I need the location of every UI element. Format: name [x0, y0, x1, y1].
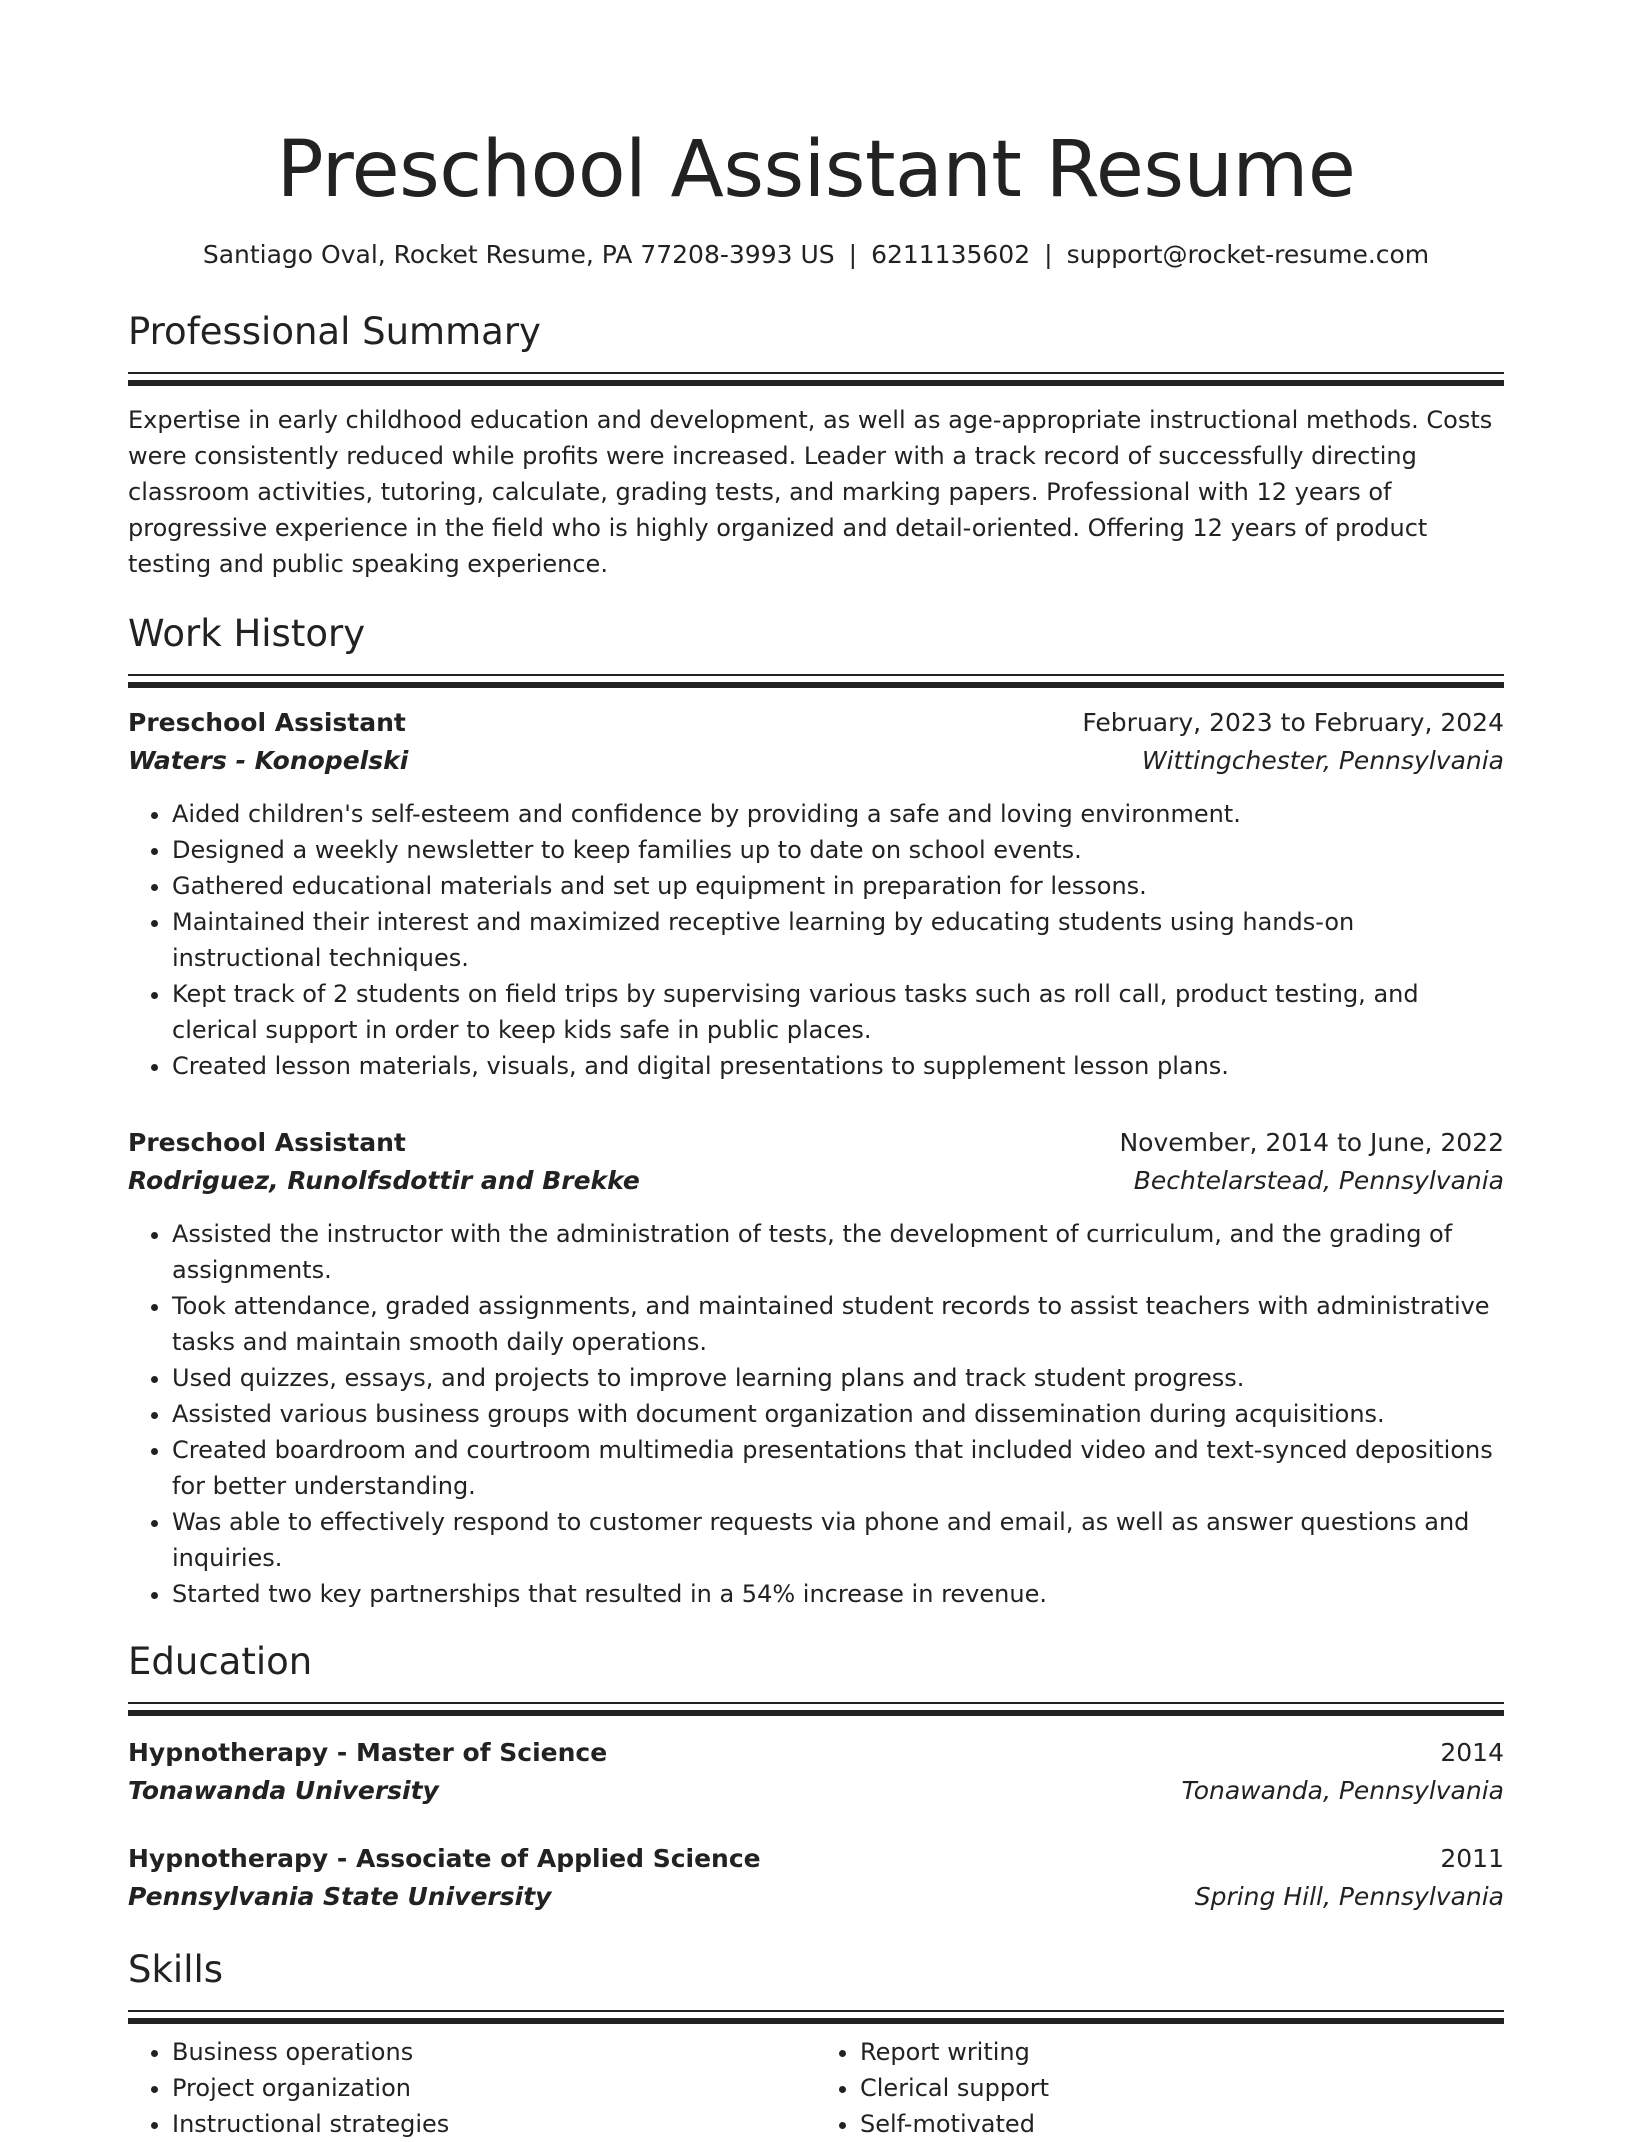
summary-section — [128, 308, 1504, 582]
list-item: • Aided children's self-esteem and confidence by providing a safe and loving environment. — [172, 796, 1504, 832]
list-item: • Created lesson materials, visuals, and digital presentations to supplement lesson plans. — [172, 1048, 1504, 1084]
skill-item: • Project organization — [172, 2070, 816, 2106]
section-title-work: Work History — [128, 612, 366, 655]
job-bullets — [128, 1216, 1504, 1612]
job-company: Waters - Konopelski — [128, 746, 409, 775]
section-title-education: Education — [128, 1640, 313, 1683]
education-subheader — [128, 1878, 1504, 1916]
section-divider — [128, 674, 1504, 688]
job-role: Preschool Assistant — [128, 1128, 406, 1157]
skill-item: • Clerical support — [860, 2070, 1504, 2106]
skill-item: • Self-motivated — [860, 2106, 1504, 2142]
job-location: Wittingchester, Pennsylvania — [1141, 746, 1504, 775]
resume-page — [128, 0, 1504, 2142]
contact-phone: 6211135602 — [871, 240, 1031, 269]
contact-address: Santiago Oval, Rocket Resume, PA 77208-3993 US — [202, 240, 835, 269]
education-degree: Hypnotherapy - Master of Science — [128, 1738, 608, 1767]
education-school: Pennsylvania State University — [128, 1882, 552, 1911]
list-item: • Designed a weekly newsletter to keep families up to date on school events. — [172, 832, 1504, 868]
contact-separator: | — [848, 240, 858, 269]
job-role: Preschool Assistant — [128, 708, 406, 737]
job-company: Rodriguez, Runolfsdottir and Brekke — [128, 1166, 640, 1195]
education-school: Tonawanda University — [128, 1776, 439, 1805]
job-subheader — [128, 742, 1504, 780]
summary-text: Expertise in early childhood education and development, as well as age-appropriate instructional methods. Costs were consistently reduced while profits were increased. Leader with a track record of successfully directing classroom activities, tutoring, calculate, grading tests, and marking papers. Professional with 12 years of progressive experience in the field who is highly organized and detail-oriented. Offering 12 years of product testing and public speaking experience. — [128, 406, 1493, 578]
resume-title: Preschool Assistant Resume — [276, 125, 1356, 215]
job-subheader — [128, 1162, 1504, 1200]
job-dates: November, 2014 to June, 2022 — [1119, 1128, 1504, 1157]
list-item: • Used quizzes, essays, and projects to improve learning plans and track student progress. — [172, 1360, 1504, 1396]
list-item: • Assisted various business groups with document organization and dissemination during acquisitions. — [172, 1396, 1504, 1432]
section-divider — [128, 1702, 1504, 1716]
list-item: • Took attendance, graded assignments, and maintained student records to assist teachers with administrative tasks and maintain smooth daily operations. — [172, 1288, 1504, 1360]
list-item: • Assisted the instructor with the administration of tests, the development of curriculum, and the grading of assignments. — [172, 1216, 1504, 1288]
education-entry — [128, 1840, 1504, 1916]
work-history-section — [128, 610, 1504, 1612]
list-item: • Created boardroom and courtroom multimedia presentations that included video and text-synced depositions for better understanding. — [172, 1432, 1504, 1504]
skills-column-right — [816, 2034, 1504, 2142]
education-degree: Hypnotherapy - Associate of Applied Science — [128, 1844, 761, 1873]
job-entry — [128, 1124, 1504, 1612]
contact-line — [128, 238, 1504, 272]
section-divider — [128, 2010, 1504, 2024]
list-item: • Gathered educational materials and set up equipment in preparation for lessons. — [172, 868, 1504, 904]
job-entry — [128, 704, 1504, 1084]
skills-grid — [128, 2034, 1504, 2142]
education-entry — [128, 1734, 1504, 1810]
skill-item: • Business operations — [172, 2034, 816, 2070]
list-item: • Was able to effectively respond to customer requests via phone and email, as well as answer questions and inquiries. — [172, 1504, 1504, 1576]
list-item: • Started two key partnerships that resulted in a 54% increase in revenue. — [172, 1576, 1504, 1612]
education-header — [128, 1734, 1504, 1772]
education-year: 2011 — [1440, 1844, 1504, 1873]
education-year: 2014 — [1440, 1738, 1504, 1767]
education-location: Tonawanda, Pennsylvania — [1181, 1776, 1504, 1805]
job-header — [128, 704, 1504, 742]
list-item: • Kept track of 2 students on field trips by supervising various tasks such as roll call, product testing, and clerical support in order to keep kids safe in public places. — [172, 976, 1504, 1048]
skills-column-left — [128, 2034, 816, 2142]
job-dates: February, 2023 to February, 2024 — [1082, 708, 1504, 737]
skills-section — [128, 1946, 1504, 2142]
list-item: • Maintained their interest and maximized receptive learning by educating students using hands-on instructional techniques. — [172, 904, 1504, 976]
skill-item: • Report writing — [860, 2034, 1504, 2070]
job-location: Bechtelarstead, Pennsylvania — [1133, 1166, 1504, 1195]
education-location: Spring Hill, Pennsylvania — [1194, 1882, 1504, 1911]
section-divider — [128, 372, 1504, 386]
education-header — [128, 1840, 1504, 1878]
education-subheader — [128, 1772, 1504, 1810]
section-title-skills: Skills — [128, 1948, 224, 1991]
skill-item: • Instructional strategies — [172, 2106, 816, 2142]
contact-separator: | — [1044, 240, 1053, 269]
job-header — [128, 1124, 1504, 1162]
education-section — [128, 1638, 1504, 1916]
job-bullets — [128, 796, 1504, 1084]
section-title-summary: Professional Summary — [128, 310, 541, 353]
contact-email: support@rocket-resume.com — [1066, 240, 1430, 269]
